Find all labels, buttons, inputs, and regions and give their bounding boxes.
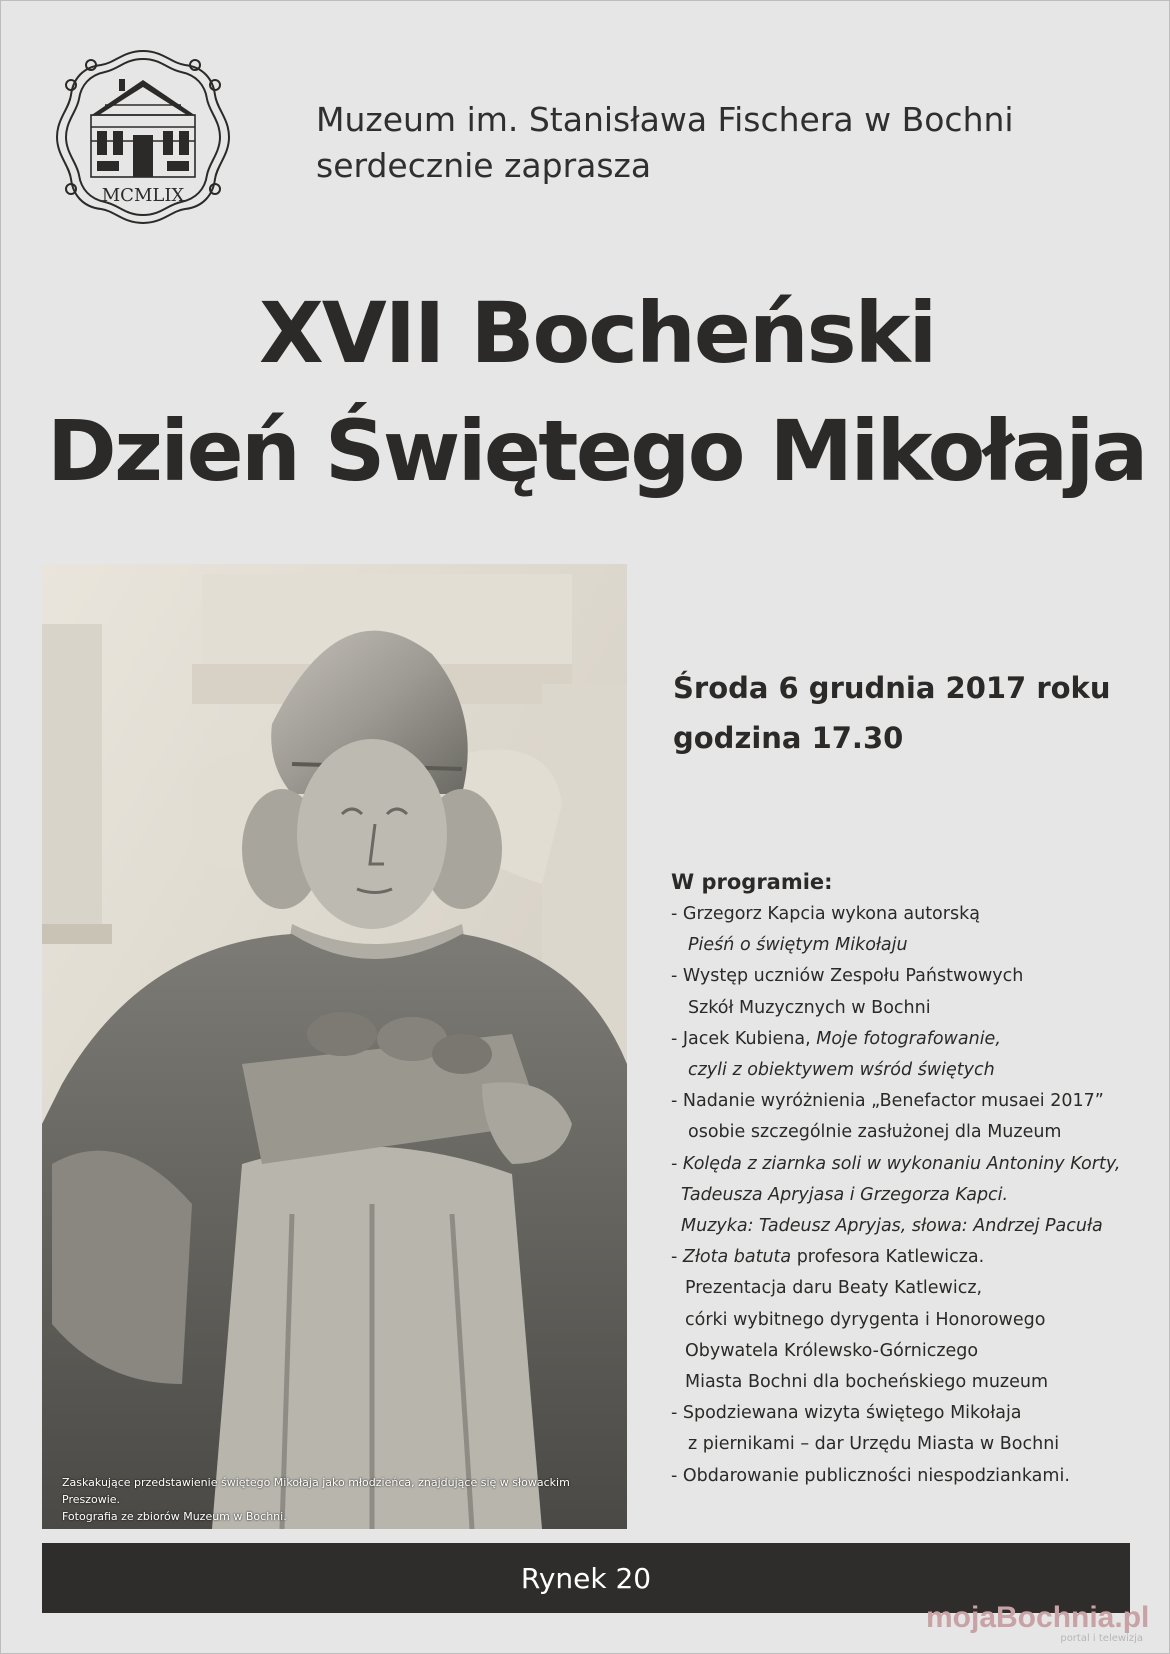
photo-caption [62,1474,622,1525]
program-item [671,1086,1141,1148]
site-watermark [926,1601,1150,1645]
program-item-line: osobie szczególnie zasłużonej dla Muzeum [688,1122,1062,1143]
program-heading: W programie: [671,870,833,894]
photo-caption-line-2: Fotografia ze zbiorów Muzeum w Bochni. [62,1510,287,1523]
program-item-line: profesora Katlewicza. [791,1247,985,1268]
program-item-line: - Jacek Kubiena, [671,1028,817,1049]
address-text: Rynek 20 [520,1561,652,1595]
program-item-line: - Grzegorz Kapcia wykona autorską [671,904,980,924]
event-time: godzina 17.30 [673,721,904,755]
program-item-dash: - [671,1247,683,1268]
program-item-line: z piernikami – dar Urzędu Miasta w Bochni [688,1434,1060,1455]
program-item-line: - Obdarowanie publiczności niespodziankami. [671,1465,1070,1486]
program-item-line: córki wybitnego dyrygenta i Honorowego [685,1309,1046,1330]
program-item [671,1398,1141,1460]
program-item-line: czyli z obiektywem wśród świętych [688,1060,995,1081]
program-item-line: - Występ uczniów Zespołu Państwowych [671,966,1024,987]
program-item [671,1149,1141,1243]
program-item-title: Złota batuta [682,1247,792,1268]
program-item-line: - Kolęda z ziarnka soli w wykonaniu Antoniny Korty, [671,1153,1121,1174]
program-item [671,899,1141,961]
museum-logo [53,45,233,229]
saint-nicholas-statue-photo [42,564,627,1529]
program-item-line: Obywatela Królewsko-Górniczego [685,1340,979,1361]
program-item-line: - Spodziewana wizyta świętego Mikołaja [671,1403,1022,1424]
invitation-text: serdecznie zaprasza [316,146,652,185]
program-list [671,865,1141,1492]
program-item-line: Pieśń o świętym Mikołaju [688,935,908,956]
program-item [671,1461,1141,1492]
watermark-brand: mojaBochnia.pl [926,1601,1150,1634]
program-item-line: - Nadanie wyróżnienia „Benefactor musaei 2017” [671,1091,1104,1112]
event-datetime [673,663,1111,763]
logo-year-text: MCMLIX [101,185,185,206]
program-item-line: Miasta Bochni dla bocheńskiego muzeum [685,1372,1049,1393]
program-item-line: Prezentacja daru Beaty Katlewicz, [685,1278,983,1299]
header-invitation [316,97,1014,189]
program-item [671,1024,1141,1086]
title-line-1: XVII Bocheński [259,284,936,382]
title-line-2: Dzień Świętego Mikołaja [47,402,1146,500]
program-item-title: Moje fotografowanie, [816,1028,1001,1049]
museum-name: Muzeum im. Stanisława Fischera w Bochni [316,100,1014,139]
event-date: Środa 6 grudnia 2017 roku [673,671,1111,705]
program-item-line: Tadeusza Apryjasa i Grzegorza Kapci. [681,1184,1009,1205]
watermark-tagline: portal i telewizja [1060,1633,1143,1644]
program-item-line: Muzyka: Tadeusz Apryjas, słowa: Andrzej Pacuła [681,1216,1103,1237]
program-item [671,961,1141,1023]
photo-caption-line-1: Zaskakujące przedstawienie świętego Mikołaja jako młodzieńca, znajdujące się w słowackim Preszowie. [62,1476,570,1506]
program-item-line: Szkół Muzycznych w Bochni [688,997,931,1018]
program-item [671,1242,1141,1398]
